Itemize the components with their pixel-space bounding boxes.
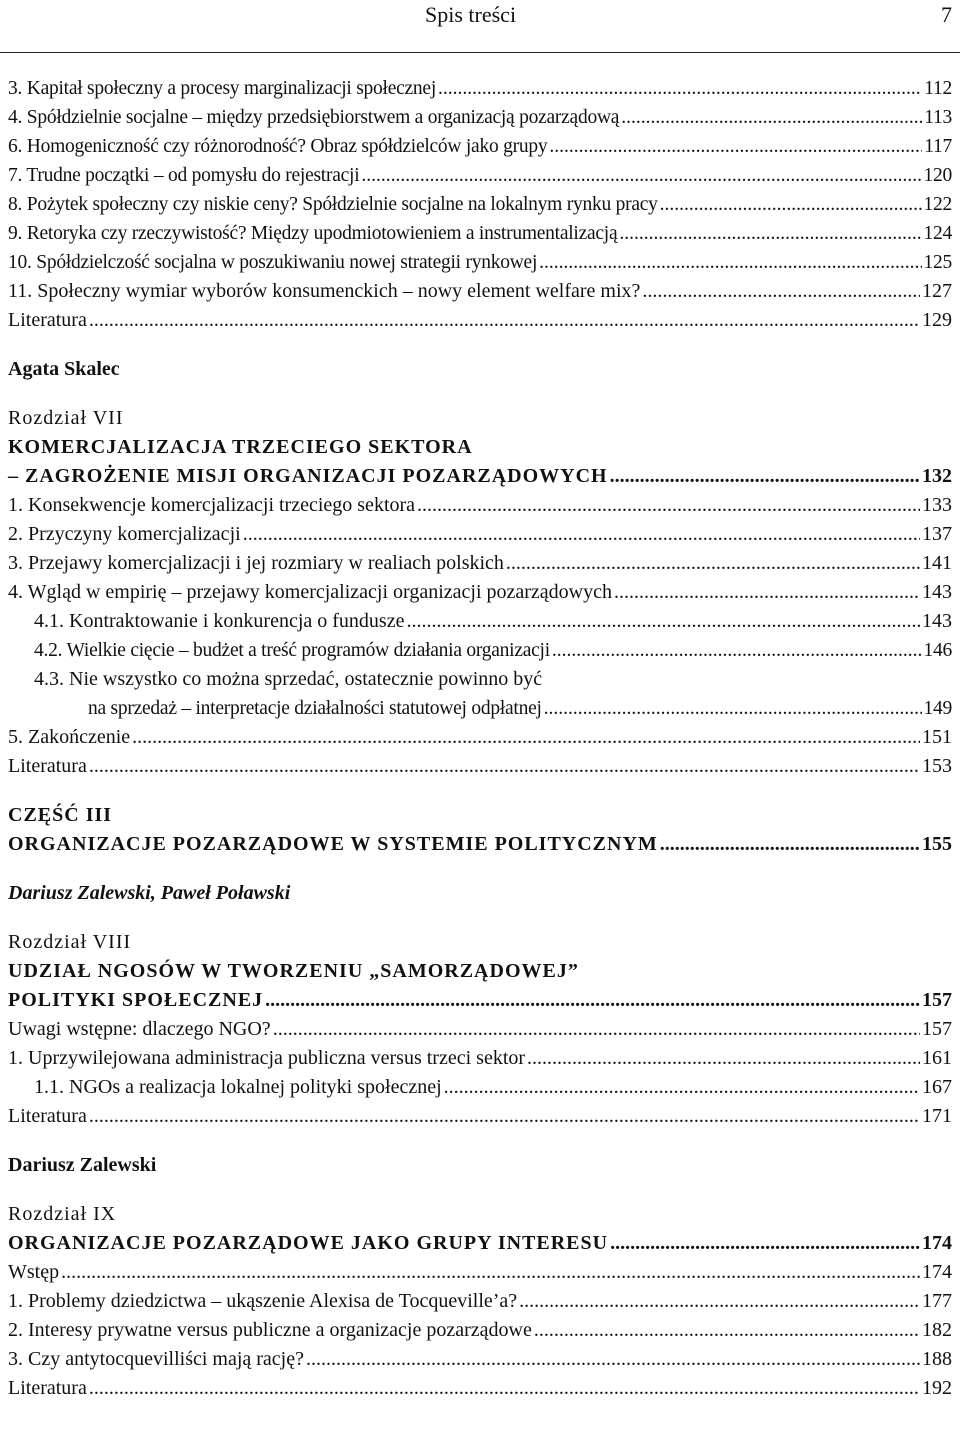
toc-entry-page: 143 bbox=[922, 581, 952, 603]
chapter-title-entry bbox=[8, 1229, 952, 1258]
toc-entry bbox=[8, 1044, 952, 1073]
toc-entry-page: 153 bbox=[922, 755, 952, 777]
toc-entry-page: 192 bbox=[922, 1377, 952, 1399]
chapter-label: Rozdział IX bbox=[8, 1203, 117, 1225]
toc-entry-title: 3. Przejawy komercjalizacji i jej rozmiary w realiach polskich bbox=[8, 552, 504, 574]
toc-subentry bbox=[8, 607, 952, 636]
leader-dots bbox=[89, 1374, 920, 1403]
toc-entry-page: 146 bbox=[923, 640, 952, 661]
chapter-label: Rozdział VIII bbox=[8, 931, 132, 953]
toc-subentry bbox=[8, 1073, 952, 1102]
toc-entry-title: 3. Czy antytocquevilliści mają rację? bbox=[8, 1348, 304, 1370]
toc-entry bbox=[8, 723, 952, 752]
toc-entry bbox=[8, 306, 952, 335]
toc-entry bbox=[8, 1015, 952, 1044]
toc-entry bbox=[8, 752, 952, 781]
chapter-title-line: POLITYKI SPOŁECZNEJ bbox=[8, 989, 264, 1011]
toc-entry-page: 120 bbox=[923, 165, 952, 186]
toc-entry-page: 137 bbox=[922, 523, 952, 545]
toc-entry bbox=[8, 549, 952, 578]
toc-entry bbox=[8, 1258, 952, 1287]
leader-dots bbox=[243, 520, 920, 549]
toc-entry-title: 4.1. Kontraktowanie i konkurencja o fundusze bbox=[34, 610, 405, 632]
toc-entry-page: 157 bbox=[922, 1018, 952, 1040]
toc-entry-page: 133 bbox=[922, 494, 952, 516]
toc-entry-title: 8. Pożytek społeczny czy niskie ceny? Spółdzielnie socjalne na lokalnym rynku pracy bbox=[8, 194, 658, 215]
toc-entry-page: 113 bbox=[924, 107, 952, 128]
toc-entry-title: 2. Interesy prywatne versus publiczne a organizacje pozarządowe bbox=[8, 1319, 532, 1341]
toc-entry-title: na sprzedaż – interpretacje działalności statutowej odpłatnej bbox=[88, 698, 542, 719]
toc-entry-title: 11. Społeczny wymiar wyborów konsumenckich – nowy element welfare mix? bbox=[8, 280, 641, 302]
leader-dots bbox=[273, 1015, 920, 1044]
toc-entry bbox=[8, 1316, 952, 1345]
leader-dots bbox=[519, 1287, 920, 1316]
toc-entry bbox=[8, 520, 952, 549]
toc-entry-title: 1. Konsekwencje komercjalizacji trzeciego sektora bbox=[8, 494, 416, 516]
toc-entry bbox=[8, 103, 952, 132]
toc-entry bbox=[8, 161, 952, 190]
toc-entry-title: Literatura bbox=[8, 309, 87, 331]
leader-dots bbox=[539, 248, 921, 277]
toc-entry-page: 127 bbox=[922, 280, 952, 302]
toc-entry-title: 6. Homogeniczność czy różnorodność? Obraz spółdzielców jako grupy bbox=[8, 136, 548, 157]
leader-dots bbox=[621, 103, 922, 132]
leader-dots bbox=[417, 491, 920, 520]
toc-entry-page: 188 bbox=[922, 1348, 952, 1370]
chapter-title-page: 157 bbox=[922, 989, 952, 1011]
leader-dots bbox=[444, 1073, 920, 1102]
toc-entry-title: Wstęp bbox=[8, 1261, 60, 1283]
part-label: CZĘŚĆ III bbox=[8, 804, 113, 826]
leader-dots bbox=[642, 277, 920, 306]
toc-entry bbox=[8, 74, 952, 103]
toc-entry-title: 1. Problemy dziedzictwa – ukąszenie Alexisa de Tocqueville’a? bbox=[8, 1290, 518, 1312]
toc-entry bbox=[8, 491, 952, 520]
toc-entry bbox=[8, 578, 952, 607]
toc-entry bbox=[8, 1345, 952, 1374]
toc-entry bbox=[8, 1374, 952, 1403]
leader-dots bbox=[89, 1102, 920, 1131]
leader-dots bbox=[660, 830, 920, 859]
leader-dots bbox=[265, 986, 920, 1015]
page-number: 7 bbox=[941, 2, 952, 27]
toc-entry bbox=[8, 132, 952, 161]
leader-dots bbox=[549, 132, 922, 161]
chapter-author: Dariusz Zalewski bbox=[8, 1154, 157, 1176]
running-header-title: Spis treści bbox=[425, 2, 517, 27]
part-title-entry bbox=[8, 830, 952, 859]
leader-dots bbox=[660, 190, 922, 219]
toc-entry-page: 182 bbox=[922, 1319, 952, 1341]
toc-subentry bbox=[8, 636, 952, 665]
chapter-title-page: 174 bbox=[922, 1232, 952, 1254]
toc-entry-title: 9. Retoryka czy rzeczywistość? Między upodmiotowieniem a instrumentalizacją bbox=[8, 223, 618, 244]
chapter-title: KOMERCJALIZACJA TRZECIEGO SEKTORA bbox=[8, 436, 473, 458]
toc-entry-title: 1.1. NGOs a realizacja lokalnej polityki społecznej bbox=[34, 1076, 442, 1098]
toc-entry-page: 171 bbox=[922, 1105, 952, 1127]
toc-entry-page: 112 bbox=[924, 78, 952, 99]
toc-entry-page: 117 bbox=[924, 136, 952, 157]
leader-dots bbox=[610, 1229, 920, 1258]
toc-entry-title: 2. Przyczyny komercjalizacji bbox=[8, 523, 241, 545]
toc-subentry bbox=[8, 694, 952, 723]
leader-dots bbox=[610, 462, 920, 491]
chapter-title-page: 132 bbox=[922, 465, 952, 487]
leader-dots bbox=[614, 578, 920, 607]
toc-entry bbox=[8, 248, 952, 277]
toc-entry-title: 4. Wgląd w empirię – przejawy komercjalizacji organizacji pozarządowych bbox=[8, 581, 612, 603]
toc-entry bbox=[8, 219, 952, 248]
leader-dots bbox=[544, 694, 922, 723]
toc-entry bbox=[8, 1102, 952, 1131]
page-header bbox=[0, 0, 960, 53]
toc-entry-page: 149 bbox=[923, 698, 952, 719]
leader-dots bbox=[306, 1345, 920, 1374]
leader-dots bbox=[89, 306, 920, 335]
leader-dots bbox=[132, 723, 920, 752]
toc-entry-title: 1. Uprzywilejowana administracja publiczna versus trzeci sektor bbox=[8, 1047, 526, 1069]
toc-entry-title: 10. Spółdzielczość socjalna w poszukiwaniu nowej strategii rynkowej bbox=[8, 252, 538, 273]
chapter-title: UDZIAŁ NGOSÓW W TWORZENIU „SAMORZĄDOWEJ” bbox=[8, 960, 579, 982]
toc-entry-title: 3. Kapitał społeczny a procesy marginalizacji społecznej bbox=[8, 78, 437, 99]
toc-entry-title: Uwagi wstępne: dlaczego NGO? bbox=[8, 1018, 271, 1040]
toc-entry-page: 125 bbox=[923, 252, 952, 273]
toc-entry bbox=[8, 1287, 952, 1316]
leader-dots bbox=[89, 752, 920, 781]
table-of-contents bbox=[8, 74, 952, 1403]
part-title: ORGANIZACJE POZARZĄDOWE W SYSTEMIE POLITYCZNYM bbox=[8, 833, 658, 855]
toc-entry-page: 141 bbox=[922, 552, 952, 574]
toc-entry-title: Literatura bbox=[8, 1105, 87, 1127]
leader-dots bbox=[527, 1044, 920, 1073]
toc-entry-title: Literatura bbox=[8, 1377, 87, 1399]
toc-entry-page: 143 bbox=[922, 610, 952, 632]
toc-entry-page: 151 bbox=[922, 726, 952, 748]
leader-dots bbox=[506, 549, 920, 578]
toc-entry-title: 7. Trudne początki – od pomysłu do rejestracji bbox=[8, 165, 360, 186]
chapter-author: Agata Skalec bbox=[8, 358, 120, 380]
chapter-title-entry bbox=[8, 986, 952, 1015]
leader-dots bbox=[619, 219, 921, 248]
leader-dots bbox=[361, 161, 921, 190]
toc-entry-title: 4.2. Wielkie cięcie – budżet a treść programów działania organizacji bbox=[34, 640, 550, 661]
leader-dots bbox=[438, 74, 922, 103]
toc-entry bbox=[8, 190, 952, 219]
chapter-title-entry bbox=[8, 462, 952, 491]
leader-dots bbox=[552, 636, 922, 665]
toc-entry-page: 161 bbox=[922, 1047, 952, 1069]
toc-entry-page: 167 bbox=[922, 1076, 952, 1098]
part-title-page: 155 bbox=[922, 833, 952, 855]
toc-entry-title: Literatura bbox=[8, 755, 87, 777]
toc-entry-title: 5. Zakończenie bbox=[8, 726, 131, 748]
chapter-author: Dariusz Zalewski, Paweł Poławski bbox=[8, 882, 291, 904]
chapter-title-line: – ZAGROŻENIE MISJI ORGANIZACJI POZARZĄDOWYCH bbox=[8, 465, 608, 487]
leader-dots bbox=[534, 1316, 920, 1345]
toc-entry-title: 4. Spółdzielnie socjalne – między przedsiębiorstwem a organizacją pozarządową bbox=[8, 107, 620, 128]
toc-entry bbox=[8, 277, 952, 306]
toc-entry-page: 122 bbox=[923, 194, 952, 215]
toc-subentry-line: 4.3. Nie wszystko co można sprzedać, ostatecznie powinno być bbox=[34, 668, 543, 690]
toc-entry-page: 177 bbox=[922, 1290, 952, 1312]
toc-entry-page: 174 bbox=[922, 1261, 952, 1283]
toc-entry-page: 129 bbox=[922, 309, 952, 331]
chapter-label: Rozdział VII bbox=[8, 407, 124, 429]
toc-entry-page: 124 bbox=[923, 223, 952, 244]
leader-dots bbox=[406, 607, 920, 636]
chapter-title: ORGANIZACJE POZARZĄDOWE JAKO GRUPY INTERESU bbox=[8, 1232, 609, 1254]
leader-dots bbox=[61, 1258, 920, 1287]
